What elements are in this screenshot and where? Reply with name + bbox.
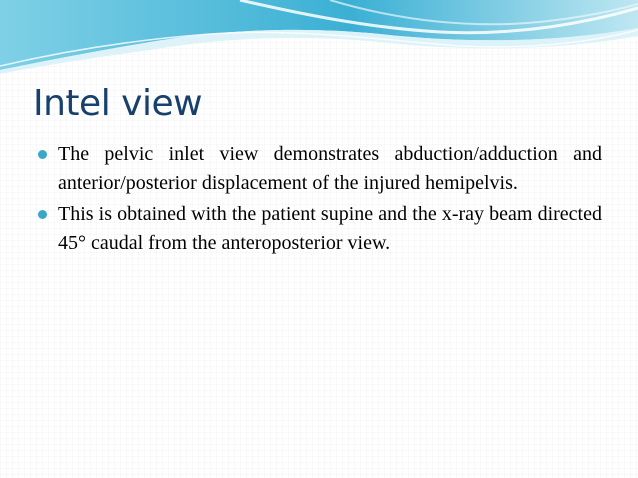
bullet-item [38,140,602,198]
bullet-list [38,140,602,260]
header-wave-decoration [0,0,638,80]
slide-title: Intel view [33,83,203,124]
bullet-text: This is obtained with the patient supine and the x-ray beam directed 45° caudal from the anteroposterior view. [58,203,602,254]
bullet-dot-icon [38,210,47,219]
bullet-text: The pelvic inlet view demonstrates abduction/adduction and anterior/posterior displacement of the injured hemipelvis. [58,143,602,194]
bullet-dot-icon [38,150,47,159]
bullet-item [38,200,602,258]
